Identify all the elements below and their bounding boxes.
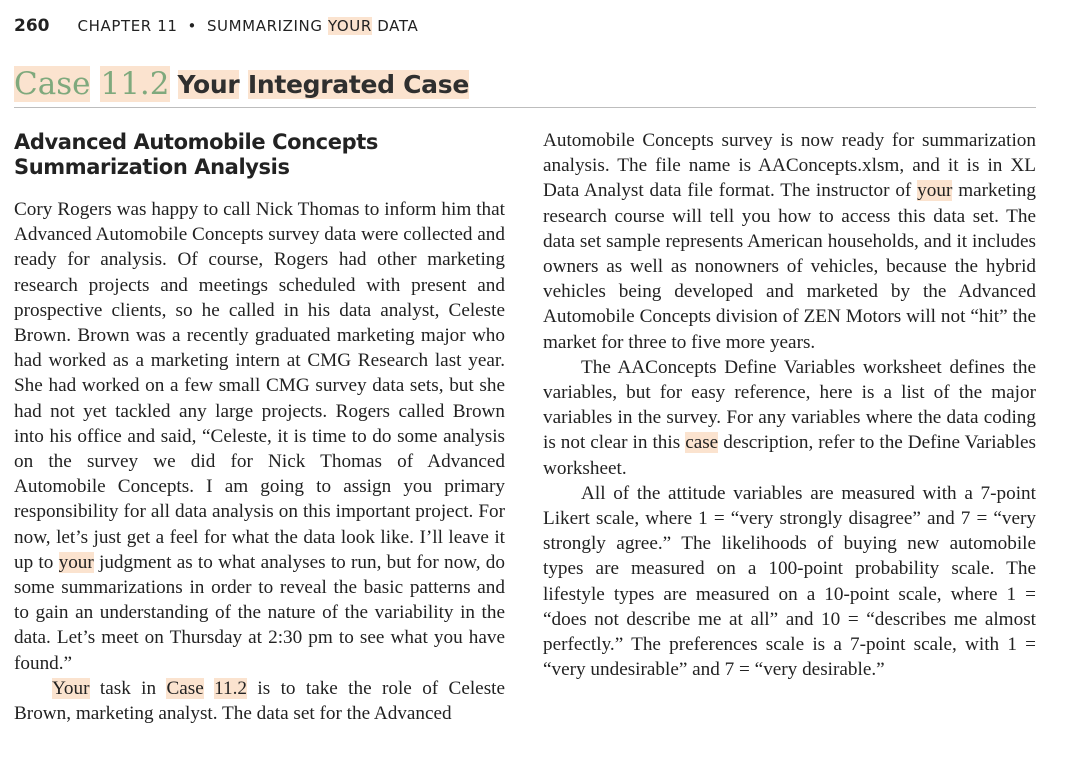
- page-number: 260: [14, 16, 50, 36]
- text-run: description, refer to the Define Variables worksheet.: [543, 432, 1037, 479]
- text-run: Cory Rogers was happy to call Nick Thomas to inform him that Advanced Automobile Concepts survey data were collected and ready for analysis. Of course, Rogers had other marketing research projects and meetings scheduled with present and prospective clients, so he called in his data analyst, Celeste Brown. Brown was a recently graduated marketing major who had worked as a marketing intern at CMG Research last year. She had worked on a few small CMG survey data sets, but she had not yet tackled any large projects. Rogers called Brown into his office and said, “Celeste, it is time to do some analysis on the survey we did for Nick Thomas of Advanced Automobile Concepts. I am going to assign you primary responsibility for all data analysis on this important project. For now, let’s just get a feel for what the data look like. I’ll leave it up to: [14, 199, 505, 573]
- left-column: [14, 197, 505, 726]
- chapter-label: CHAPTER 11: [77, 17, 178, 35]
- paragraph: All of the attitude variables are measured with a 7-point Likert scale, where 1 = “very strongly disagree” and 7 = “very strongly agree.” The likelihoods of buying new automobile types are measured on a 100-point probability scale. The lifestyle types are measured on a 10-point scale, where 1 = “does not describe me at all” and 10 = “describes me almost perfectly.” The preferences scale is a 7-point scale, with 1 = “very undesirable” and 7 = “very desirable.”: [543, 482, 1036, 681]
- case-title-rest: Integrated Case: [247, 69, 469, 99]
- search-highlight: YOUR: [327, 17, 372, 35]
- search-highlight: Your: [52, 677, 90, 699]
- text-run: task in: [99, 677, 157, 699]
- case-label: Case: [14, 66, 91, 102]
- text-run: The AAConcepts Define Variables worksheet defines the variables, but for easy reference, here is a list of the major variables in the survey. For any variables where the data coding is not clear in this: [543, 356, 1036, 454]
- search-highlight: Your: [177, 69, 240, 99]
- text-run: judgment as to what analyses to run, but for now, do some summarizations in order to reveal the basic patterns and to gain an understanding of the nature of the variability in the data. Let’s meet on Thursday at 2:30 pm to see what you have found.”: [14, 551, 505, 674]
- case-heading: [14, 62, 469, 106]
- heading-rule: [14, 107, 1036, 108]
- bullet-separator: •: [187, 17, 197, 35]
- paragraph: [14, 197, 505, 676]
- chapter-heading: [78, 17, 419, 35]
- paragraph: [14, 676, 505, 726]
- search-highlight: case: [685, 432, 719, 454]
- search-highlight: your: [58, 551, 94, 573]
- text-run: is to take the role of Celeste Brown, marketing analyst. The data set for the Advanced: [14, 677, 506, 725]
- paragraph: [543, 128, 1036, 355]
- running-head: [14, 16, 418, 40]
- search-highlight: Case: [166, 677, 204, 699]
- right-column: [543, 128, 1036, 682]
- case-title: [178, 70, 470, 99]
- section-heading: [14, 130, 514, 180]
- case-number: 11.2: [100, 66, 170, 102]
- section-heading-line-1: Advanced Automobile Concepts: [14, 130, 378, 154]
- search-highlight: 11.2: [214, 677, 248, 699]
- text-run: Automobile Concepts survey is now ready for summarization analysis. The file name is AAConcepts.xlsm, and it is in XL Data Analyst data file format. The instructor of: [543, 130, 1036, 202]
- paragraph: [543, 355, 1036, 481]
- section-heading-line-2: Summarization Analysis: [14, 155, 290, 179]
- search-highlight: your: [917, 180, 953, 202]
- text-run: marketing research course will tell you how to access this data set. The data set sample represents American households, and it includes owners as well as nonowners of vehicles, because the hybrid vehicles being developed and marketed by the Advanced Automobile Concepts division of ZEN Motors will not “hit” the market for three to five more years.: [543, 180, 1036, 353]
- section-word-1: SUMMARIZING: [206, 17, 323, 35]
- section-word-3: DATA: [377, 17, 419, 35]
